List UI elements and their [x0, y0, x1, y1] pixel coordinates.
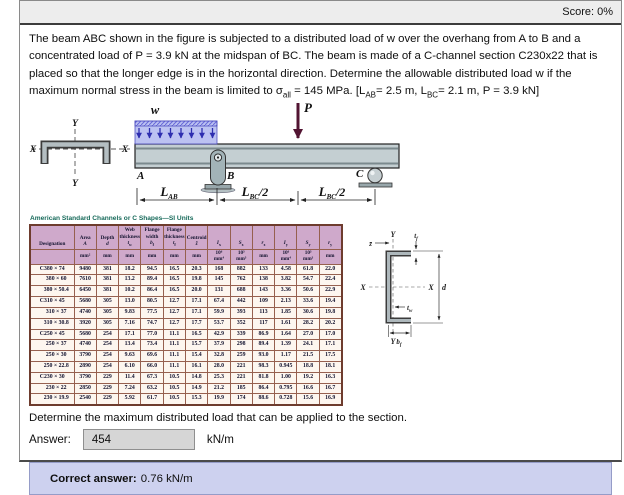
table-cell: 352: [230, 318, 252, 329]
table-header-row: [30, 225, 342, 249]
table-cell: 3790: [74, 372, 96, 383]
table-cell: 13.0: [119, 297, 141, 308]
table-cell: C230 × 30: [30, 372, 74, 383]
table-cell: 221: [230, 372, 252, 383]
table-cell: 67.4: [208, 297, 230, 308]
table-cell: 393: [230, 307, 252, 318]
point-A-label: A: [137, 170, 145, 183]
table-cell: 15.4: [185, 351, 207, 362]
table-cell: C380 × 74: [30, 264, 74, 275]
table-cell: 0.945: [275, 361, 297, 372]
table-cell: 3.36: [275, 286, 297, 297]
channel-section-drawing: [355, 229, 455, 347]
table-cell: 25.3: [208, 372, 230, 383]
sketch-y-label: Y: [390, 230, 396, 240]
table-cell: 13.4: [119, 340, 141, 351]
table-cell: 86.4: [141, 286, 163, 297]
score-bar: [20, 1, 621, 25]
table-cell: 17.7: [185, 318, 207, 329]
table-cell: 28.2: [297, 318, 319, 329]
table-cell: 380 × 60: [30, 275, 74, 286]
table-cell: 63.2: [141, 383, 163, 394]
channel-table-block: [29, 215, 343, 406]
table-cell: 1.17: [275, 351, 297, 362]
question-content: [20, 25, 621, 495]
sigma-all-subscript: all: [282, 90, 291, 100]
table-cell: 4.58: [275, 264, 297, 275]
table-unit-cell: mm: [185, 249, 207, 264]
table-cell: 9480: [74, 264, 96, 275]
table-header-cell: $S_x$: [230, 225, 252, 249]
table-cell: 15.6: [297, 394, 319, 405]
table-cell: 19.9: [208, 394, 230, 405]
problem-text: The beam ABC shown in the figure is subjected to a distributed load of w over the overhang from A to B and a concentrated load of P = 3.9 kN at the midspan of BC. The beam is made of a C-channel section C230x22 that is placed so that the longer edge is in the horizontal direction. Determine the allowable distributed load w if the maximum normal stress in the beam is limited to σ: [29, 33, 598, 97]
table-cell: 16.9: [319, 394, 341, 405]
table-cell: 11.1: [163, 340, 185, 351]
table-cell: 59.9: [208, 307, 230, 318]
table-cell: 1.00: [275, 372, 297, 383]
table-section: [29, 215, 612, 406]
distributed-load: [135, 103, 217, 144]
table-unit-cell: mm: [96, 249, 118, 264]
table-cell: 93.0: [252, 351, 274, 362]
table-cell: 16.1: [185, 361, 207, 372]
table-cell: 30.6: [297, 307, 319, 318]
table-cell: 5680: [74, 297, 96, 308]
dim-LAB-label: $L_{AB}$: [160, 184, 178, 202]
table-cell: 3.82: [275, 275, 297, 286]
problem-statement: [29, 31, 612, 101]
channel-sketch: [355, 229, 455, 352]
table-cell: 113: [252, 307, 274, 318]
table-cell: 21.2: [208, 383, 230, 394]
L-AB-subscript: AB: [365, 90, 376, 100]
table-header-cell: Flange width $b_f$: [141, 225, 163, 249]
table-row: [30, 394, 342, 405]
table-cell: 11.1: [163, 361, 185, 372]
table-cell: 168: [208, 264, 230, 275]
table-cell: 86.4: [252, 383, 274, 394]
table-cell: 250 × 22.8: [30, 361, 74, 372]
table-cell: 54.7: [297, 275, 319, 286]
table-cell: 5.92: [119, 394, 141, 405]
table-row: [30, 351, 342, 362]
sketch-zbar-label: z̄: [368, 240, 372, 249]
table-cell: 17.1: [185, 307, 207, 318]
table-unit-cell: mm: [163, 249, 185, 264]
table-cell: 3790: [74, 351, 96, 362]
table-row: [30, 286, 342, 297]
table-cell: C310 × 45: [30, 297, 74, 308]
table-cell: 17.5: [319, 351, 341, 362]
table-cell: 882: [230, 264, 252, 275]
table-cell: 305: [96, 297, 118, 308]
sketch-d-label: d: [441, 283, 446, 293]
table-cell: 77.0: [141, 329, 163, 340]
table-cell: 230 × 19.9: [30, 394, 74, 405]
assessment-panel: [19, 0, 622, 485]
table-cell: 143: [252, 286, 274, 297]
table-cell: 10.2: [119, 286, 141, 297]
table-cell: 174: [230, 394, 252, 405]
table-cell: 89.4: [252, 340, 274, 351]
x-axis-label: X: [29, 145, 37, 156]
beam-diagram: [29, 101, 609, 213]
table-cell: 86.9: [252, 329, 274, 340]
table-row: [30, 329, 342, 340]
table-cell: C250 × 45: [30, 329, 74, 340]
x-axis-label: X: [121, 145, 129, 156]
table-cell: 19.8: [185, 275, 207, 286]
table-cell: 10.5: [163, 372, 185, 383]
table-cell: 762: [230, 275, 252, 286]
channel-properties-table: [29, 224, 343, 406]
table-cell: 19.2: [297, 372, 319, 383]
sketch-x-label: X: [427, 283, 434, 293]
correct-answer-box: [29, 462, 612, 495]
table-cell: 688: [230, 286, 252, 297]
point-B-label: B: [227, 170, 235, 183]
table-cell: 259: [230, 351, 252, 362]
table-cell: 98.3: [252, 361, 274, 372]
table-cell: 20.2: [319, 318, 341, 329]
table-cell: 22.4: [319, 275, 341, 286]
table-cell: 2890: [74, 361, 96, 372]
answer-input[interactable]: [83, 429, 195, 450]
table-row: [30, 372, 342, 383]
sketch-y-label: Y: [390, 337, 396, 347]
table-cell: 11.4: [119, 372, 141, 383]
y-axis-label: Y: [72, 119, 78, 130]
table-unit-cell: mm: [119, 249, 141, 264]
table-cell: 250 × 30: [30, 351, 74, 362]
table-cell: 94.5: [141, 264, 163, 275]
table-cell: 13.2: [119, 275, 141, 286]
table-cell: 117: [252, 318, 274, 329]
table-cell: 133: [252, 264, 274, 275]
table-cell: 7.24: [119, 383, 141, 394]
table-cell: 339: [230, 329, 252, 340]
table-unit-cell: [30, 249, 74, 264]
table-cell: 16.3: [319, 372, 341, 383]
table-cell: 28.0: [208, 361, 230, 372]
table-cell: 74.7: [141, 318, 163, 329]
table-cell: 185: [230, 383, 252, 394]
table-header-cell: $r_x$: [252, 225, 274, 249]
table-cell: 442: [230, 297, 252, 308]
table-header-cell: Designation: [30, 225, 74, 249]
table-cell: 16.5: [185, 329, 207, 340]
answer-unit: kN/m: [206, 433, 234, 447]
L-BC-subscript: BC: [426, 90, 439, 100]
table-cell: 37.9: [208, 340, 230, 351]
table-cell: 66.0: [141, 361, 163, 372]
correct-answer-value: 0.76 kN/m: [140, 472, 193, 485]
problem-text: = 2.1 m, P = 3.9 kN]: [438, 84, 540, 97]
table-cell: 1.61: [275, 318, 297, 329]
table-cell: 3920: [74, 318, 96, 329]
table-header-cell: Depth d: [96, 225, 118, 249]
table-unit-cell: 10⁶ mm⁴: [208, 249, 230, 264]
sketch-x-label: X: [359, 283, 366, 293]
table-cell: 12.7: [163, 297, 185, 308]
table-cell: 381: [96, 275, 118, 286]
dim-LBC2-label: $L_{BC}/2$: [318, 184, 346, 202]
table-cell: 0.795: [275, 383, 297, 394]
question-text: Determine the maximum distributed load that can be applied to the section.: [29, 412, 407, 425]
table-cell: 69.6: [141, 351, 163, 362]
table-cell: 9.63: [119, 351, 141, 362]
table-cell: 15.7: [185, 340, 207, 351]
table-unit-cell: mm: [319, 249, 341, 264]
correct-answer-label: Correct answer:: [50, 472, 137, 485]
table-cell: 22.0: [319, 264, 341, 275]
table-cell: 310 × 37: [30, 307, 74, 318]
table-cell: 6450: [74, 286, 96, 297]
table-cell: 81.8: [252, 372, 274, 383]
table-cell: 145: [208, 275, 230, 286]
table-cell: 2540: [74, 394, 96, 405]
table-cell: 6.10: [119, 361, 141, 372]
table-cell: 18.8: [297, 361, 319, 372]
table-cell: 7.16: [119, 318, 141, 329]
table-cell: 131: [208, 286, 230, 297]
table-cell: 16.5: [163, 264, 185, 275]
table-cell: 32.8: [208, 351, 230, 362]
table-unit-cell: mm: [252, 249, 274, 264]
score-label: Score: 0%: [562, 6, 613, 18]
table-cell: 12.7: [163, 318, 185, 329]
table-cell: 10.5: [163, 383, 185, 394]
table-header-cell: Area A: [74, 225, 96, 249]
roller-support-C: [359, 169, 392, 188]
table-title: American Standard Channels or C Shapes—SI Units: [30, 215, 194, 223]
table-cell: 18.1: [319, 361, 341, 372]
table-row: [30, 275, 342, 286]
table-header-cell: $I_x$: [208, 225, 230, 249]
table-cell: 27.0: [297, 329, 319, 340]
table-cell: 381: [96, 264, 118, 275]
answer-label: Answer:: [29, 433, 71, 447]
table-cell: 229: [96, 394, 118, 405]
beam: [135, 144, 399, 168]
table-cell: 20.0: [185, 286, 207, 297]
table-cell: 9.83: [119, 307, 141, 318]
table-cell: 1.64: [275, 329, 297, 340]
table-row: [30, 307, 342, 318]
table-row: [30, 340, 342, 351]
table-cell: 16.5: [163, 286, 185, 297]
table-cell: 18.2: [119, 264, 141, 275]
table-cell: 380 × 50.4: [30, 286, 74, 297]
dim-LBC2-label: $L_{BC}/2$: [241, 184, 269, 202]
table-cell: 109: [252, 297, 274, 308]
table-row: [30, 318, 342, 329]
table-cell: 14.8: [185, 372, 207, 383]
table-unit-cell: mm: [141, 249, 163, 264]
table-cell: 10.5: [163, 394, 185, 405]
cross-section: [29, 119, 130, 189]
table-cell: 2.13: [275, 297, 297, 308]
table-cell: 17.1: [119, 329, 141, 340]
p-load-arrow: [298, 101, 313, 138]
table-cell: 254: [96, 329, 118, 340]
table-header-cell: $r_y$: [319, 225, 341, 249]
table-cell: 11.1: [163, 351, 185, 362]
table-unit-cell: mm²: [74, 249, 96, 264]
table-cell: 16.6: [297, 383, 319, 394]
point-C-label: C: [356, 168, 364, 181]
table-cell: 22.9: [319, 286, 341, 297]
table-cell: 4740: [74, 340, 96, 351]
table-cell: 24.1: [297, 340, 319, 351]
answer-row: [29, 429, 612, 450]
table-cell: 0.728: [275, 394, 297, 405]
table-cell: 229: [96, 383, 118, 394]
table-units-row: [30, 249, 342, 264]
table-row: [30, 297, 342, 308]
table-cell: 16.5: [163, 275, 185, 286]
table-header-cell: $I_y$: [275, 225, 297, 249]
sketch-bf-label: $b_f$: [395, 338, 402, 348]
table-cell: 5680: [74, 329, 96, 340]
table-cell: 21.5: [297, 351, 319, 362]
table-cell: 2850: [74, 383, 96, 394]
beam-figure: [29, 101, 612, 213]
table-unit-cell: 10⁶ mm⁴: [275, 249, 297, 264]
table-row: [30, 361, 342, 372]
y-axis-label: Y: [72, 179, 78, 190]
table-cell: 61.8: [297, 264, 319, 275]
table-header-cell: Centroid z̄: [185, 225, 207, 249]
table-cell: 250 × 37: [30, 340, 74, 351]
table-cell: 80.5: [141, 297, 163, 308]
table-cell: 15.3: [185, 394, 207, 405]
table-cell: 17.1: [319, 340, 341, 351]
sketch-tw-label: $t_w$: [406, 304, 412, 315]
table-cell: 77.5: [141, 307, 163, 318]
table-cell: 1.85: [275, 307, 297, 318]
table-cell: 61.7: [141, 394, 163, 405]
table-cell: 16.7: [319, 383, 341, 394]
table-cell: 12.7: [163, 307, 185, 318]
table-cell: 254: [96, 361, 118, 372]
table-cell: 19.4: [319, 297, 341, 308]
w-load-label: w: [150, 103, 160, 118]
table-cell: 310 × 30.8: [30, 318, 74, 329]
table-unit-cell: 10³ mm³: [297, 249, 319, 264]
table-cell: 50.6: [297, 286, 319, 297]
table-unit-cell: 10³ mm³: [230, 249, 252, 264]
table-cell: 138: [252, 275, 274, 286]
table-cell: 20.3: [185, 264, 207, 275]
table-cell: 229: [96, 372, 118, 383]
table-cell: 53.7: [208, 318, 230, 329]
problem-text: = 2.5 m, L: [376, 84, 427, 97]
table-cell: 254: [96, 351, 118, 362]
table-row: [30, 383, 342, 394]
table-cell: 7610: [74, 275, 96, 286]
p-load-label: P: [304, 101, 312, 116]
table-cell: 33.6: [297, 297, 319, 308]
table-cell: 17.1: [185, 297, 207, 308]
table-cell: 73.4: [141, 340, 163, 351]
table-cell: 17.0: [319, 329, 341, 340]
table-cell: 4740: [74, 307, 96, 318]
table-header-cell: $S_y$: [297, 225, 319, 249]
table-cell: 298: [230, 340, 252, 351]
table-cell: 88.6: [252, 394, 274, 405]
table-cell: 230 × 22: [30, 383, 74, 394]
table-cell: 14.9: [185, 383, 207, 394]
table-cell: 254: [96, 340, 118, 351]
table-header-cell: Flange thickness $t_f$: [163, 225, 185, 249]
table-cell: 381: [96, 286, 118, 297]
table-cell: 19.8: [319, 307, 341, 318]
table-cell: 305: [96, 307, 118, 318]
table-cell: 67.3: [141, 372, 163, 383]
table-row: [30, 264, 342, 275]
table-cell: 305: [96, 318, 118, 329]
table-cell: 11.1: [163, 329, 185, 340]
problem-text: = 145 MPa. [L: [290, 84, 366, 97]
table-cell: 89.4: [141, 275, 163, 286]
table-cell: 221: [230, 361, 252, 372]
sketch-tf-label: $t_f$: [413, 232, 418, 243]
table-header-cell: Web thickness $t_w$: [119, 225, 141, 249]
table-cell: 42.9: [208, 329, 230, 340]
table-cell: 1.39: [275, 340, 297, 351]
